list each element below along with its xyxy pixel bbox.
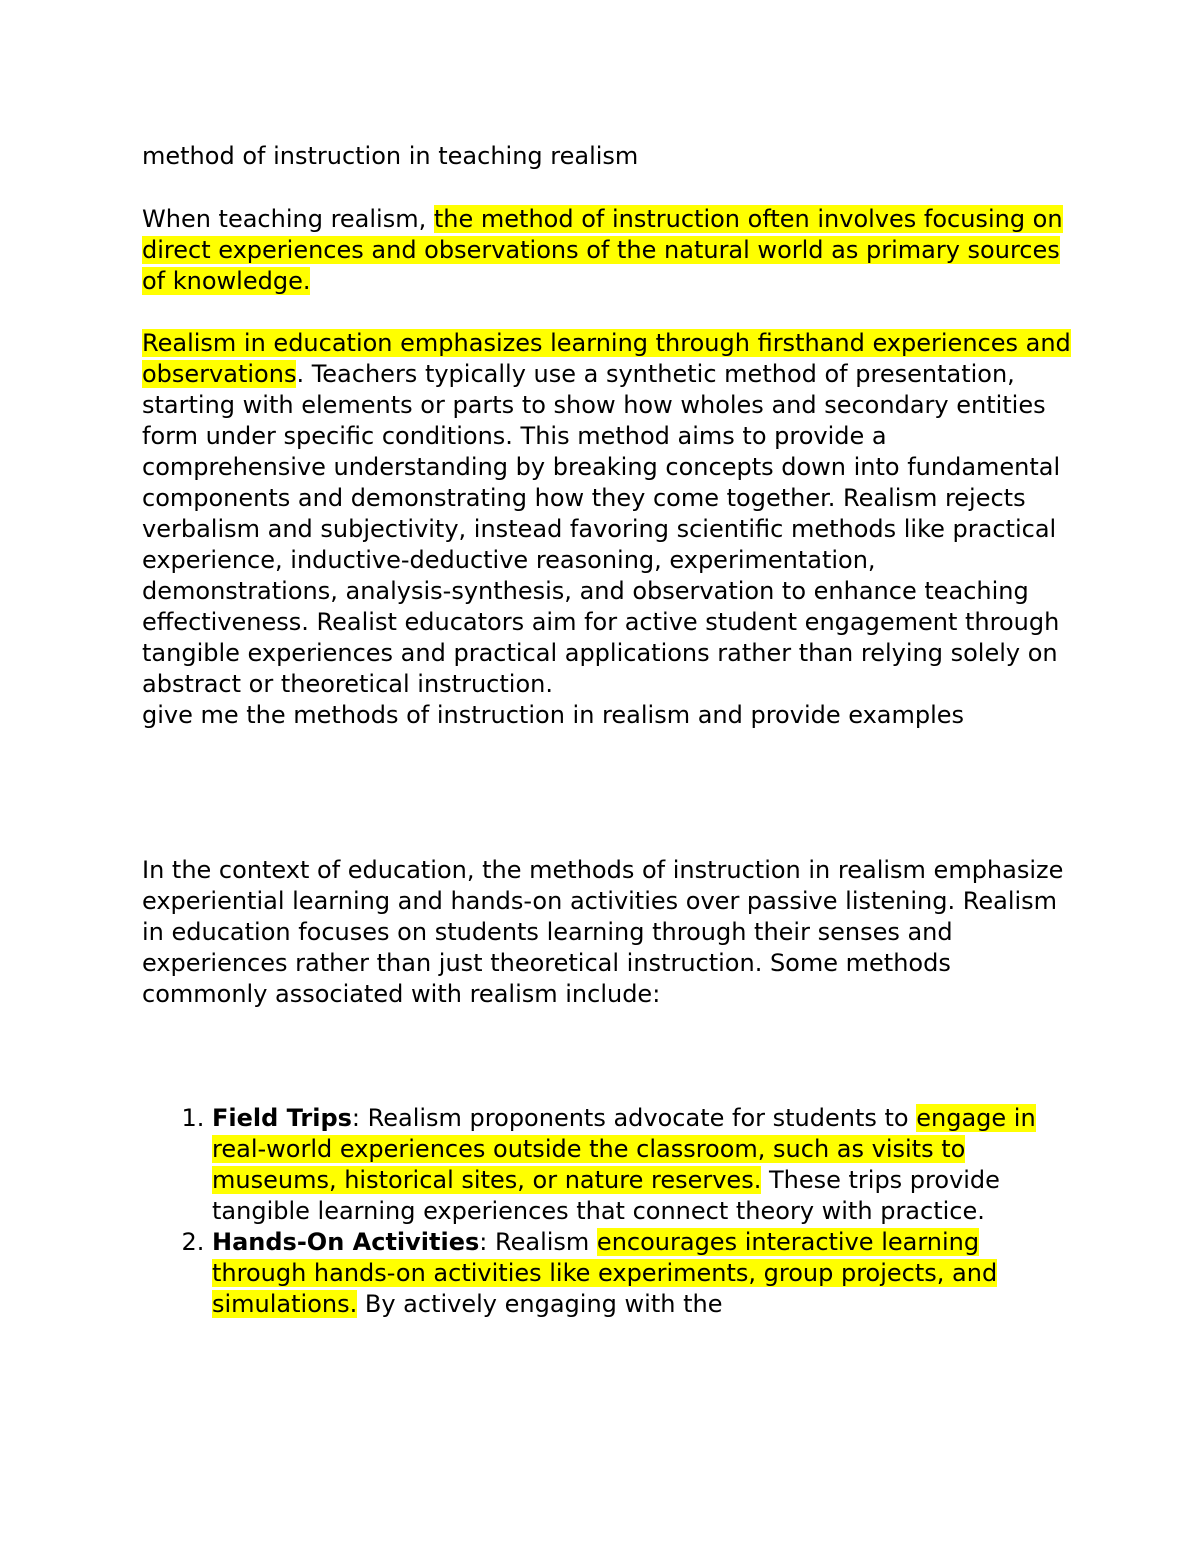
list-item-pre: : Realism proponents advocate for students to <box>351 1104 917 1132</box>
list-item-highlight: engage in real-world experiences outside the classroom, such as visits to museums, historical sites, or nature reserves. <box>212 1104 1036 1194</box>
list-item-term: Hands-On Activities <box>212 1228 480 1256</box>
paragraph-context: In the context of education, the methods of instruction in realism emphasize experiential learning and hands-on activities over passive listening. Realism in education focuses on students learning through their senses and experiences rather than just theoretical instruction. Some methods commonly associated with realism include: <box>142 856 1064 1008</box>
document-title: method of instruction in teaching realism <box>142 142 639 170</box>
paragraph-intro <box>142 204 1072 297</box>
document-page <box>142 141 1072 1320</box>
list-item-pre: : Realism <box>479 1228 597 1256</box>
paragraph-intro-lead: When teaching realism, <box>142 205 434 233</box>
paragraph-realism <box>142 328 1072 700</box>
list-item-highlight: encourages interactive learning through hands-on activities like experiments, group projects, and simulations. <box>212 1228 998 1318</box>
list-item-field-trips <box>212 1103 1072 1227</box>
list-item-hands-on <box>212 1227 1072 1320</box>
highlight-realism: Realism in education emphasizes learning through firsthand experiences and observations <box>142 329 1071 388</box>
paragraph-realism-body: . Teachers typically use a synthetic method of presentation, starting with elements or parts to show how wholes and secondary entities form under specific conditions. This method aims to provide a comprehensive understanding by breaking concepts down into fundamental components and demonstrating how they come together. Realism rejects verbalism and subjectivity, instead favoring scientific methods like practical experience, inductive-deductive reasoning, experimentation, demonstrations, analysis-synthesis, and observation to enhance teaching effectiveness. Realist educators aim for active student engagement through tangible experiences and practical applications rather than relying solely on abstract or theoretical instruction. <box>142 360 1061 698</box>
highlight-intro: the method of instruction often involves focusing on direct experiences and observations of the natural world as primary sources of knowledge. <box>142 205 1063 295</box>
list-item-term: Field Trips <box>212 1104 352 1132</box>
methods-list <box>142 1103 1072 1320</box>
list-item-post: These trips provide tangible learning experiences that connect theory with practice. <box>212 1166 1000 1225</box>
prompt-line: give me the methods of instruction in realism and provide examples <box>142 701 965 729</box>
list-item-post: By actively engaging with the <box>357 1290 723 1318</box>
